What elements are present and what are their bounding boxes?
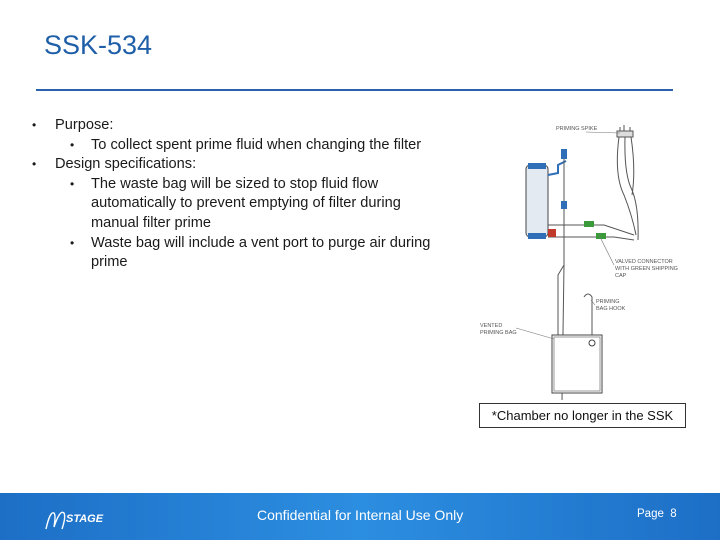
bullet-list bbox=[30, 116, 450, 273]
label-vented-bag: VENTED bbox=[480, 323, 503, 329]
callout-note: *Chamber no longer in the SSK bbox=[479, 403, 686, 428]
bullet-design-specs bbox=[30, 155, 450, 175]
bullet-dot-icon: • bbox=[70, 235, 75, 250]
bullet-text: To collect spent prime fluid when changing the filter bbox=[91, 136, 422, 153]
title-divider bbox=[36, 89, 673, 91]
priming-spike-icon bbox=[617, 125, 638, 240]
bullet-dot-icon: • bbox=[70, 137, 75, 152]
filter-canister-icon bbox=[526, 161, 566, 239]
waste-bag-diagram bbox=[474, 115, 692, 400]
label-valved-connector: VALVED CONNECTOR bbox=[615, 259, 673, 265]
bullet-text: Design specifications: bbox=[55, 156, 197, 173]
footer-confidential: Confidential for Internal Use Only bbox=[257, 507, 464, 523]
page-label: Page bbox=[637, 508, 664, 520]
label-vented-bag: PRIMING BAG bbox=[480, 330, 517, 336]
bullet-spec-sizing bbox=[30, 175, 450, 234]
bullet-dot-icon: • bbox=[70, 176, 75, 191]
vented-bag-icon bbox=[552, 335, 602, 393]
footer-page-number bbox=[637, 508, 677, 520]
label-valved-connector: CAP bbox=[615, 273, 627, 279]
label-bag-hook: PRIMING bbox=[596, 299, 620, 305]
bullet-purpose-detail bbox=[30, 136, 450, 156]
label-valved-connector: WITH GREEN SHIPPING bbox=[615, 266, 678, 272]
label-priming-spike: PRIMING SPIKE bbox=[556, 126, 598, 132]
bullet-spec-vent bbox=[30, 234, 450, 273]
nxstage-logo bbox=[42, 505, 112, 533]
bullet-text: Purpose: bbox=[55, 117, 114, 133]
slide-title: SSK-534 bbox=[44, 30, 153, 60]
logo-wordmark: STAGE bbox=[66, 513, 104, 525]
page-number: 8 bbox=[670, 508, 677, 520]
bullet-dot-icon: • bbox=[32, 118, 37, 132]
bullet-purpose bbox=[30, 116, 450, 136]
bag-hook-icon bbox=[584, 294, 592, 341]
bullet-dot-icon: • bbox=[32, 157, 37, 172]
label-bag-hook: BAG HOOK bbox=[596, 306, 626, 312]
bullet-text: The waste bag will be sized to stop fluid flow automatically to prevent emptying of filter during manual filter prime bbox=[91, 175, 401, 231]
bullet-text: Waste bag will include a vent port to purge air during prime bbox=[91, 234, 431, 271]
